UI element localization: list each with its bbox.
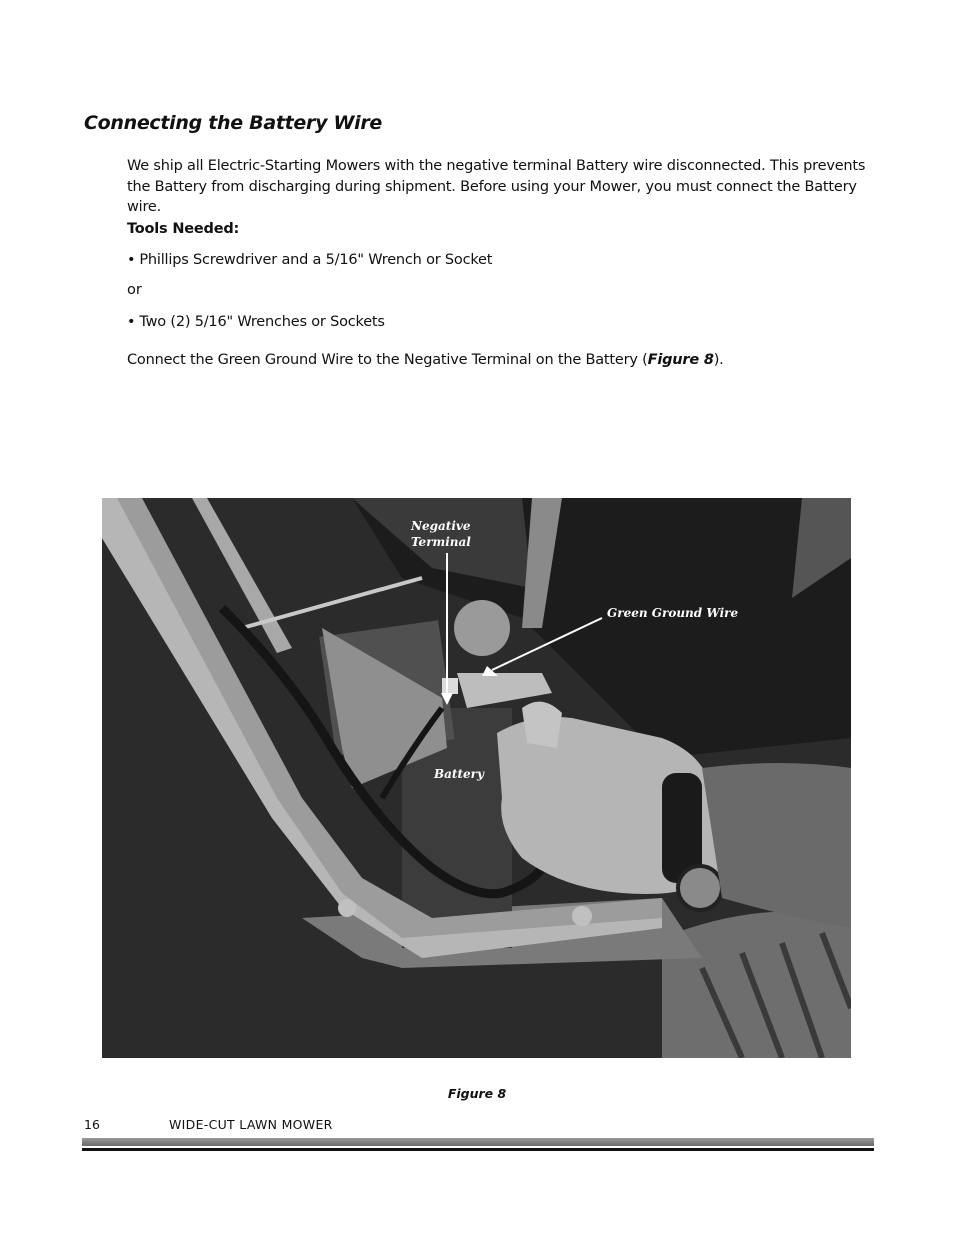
or-separator: or: [127, 282, 142, 298]
figure-caption: Figure 8: [447, 1086, 507, 1101]
tool-option-2-text: Two (2) 5/16" Wrenches or Sockets: [139, 314, 385, 330]
tools-needed-heading: Tools Needed:: [127, 221, 240, 237]
section-heading: Connecting the Battery Wire: [84, 112, 382, 134]
callout-battery: Battery: [434, 767, 484, 781]
tool-option-1-text: Phillips Screwdriver and a 5/16" Wrench or Socket: [139, 252, 493, 268]
callout-green-ground-wire: Green Ground Wire: [607, 606, 739, 620]
tool-option-1: [127, 252, 492, 268]
manual-title: WIDE-CUT LAWN MOWER: [169, 1117, 333, 1132]
footer-rule: [82, 1138, 874, 1146]
intro-paragraph: We ship all Electric-Starting Mowers with the negative terminal Battery wire disconnected. This prevents the Battery from discharging during shipment. Before using your Mower, you must connect the Battery wire.: [127, 158, 866, 215]
connect-instruction-end: ).: [713, 352, 724, 368]
tool-option-2: [127, 314, 385, 330]
connect-instruction-text: Connect the Green Ground Wire to the Negative Terminal on the Battery (: [127, 352, 648, 368]
connect-instruction: [127, 352, 724, 368]
footer-rule-line: [82, 1148, 874, 1151]
figure-reference: Figure 8: [647, 352, 714, 368]
figure-8-photo: [102, 498, 851, 1058]
callout-negative-terminal: Negative Terminal: [411, 519, 471, 549]
bullet-icon: •: [127, 314, 136, 330]
page-number: 16: [84, 1117, 100, 1132]
bullet-icon: •: [127, 252, 136, 268]
